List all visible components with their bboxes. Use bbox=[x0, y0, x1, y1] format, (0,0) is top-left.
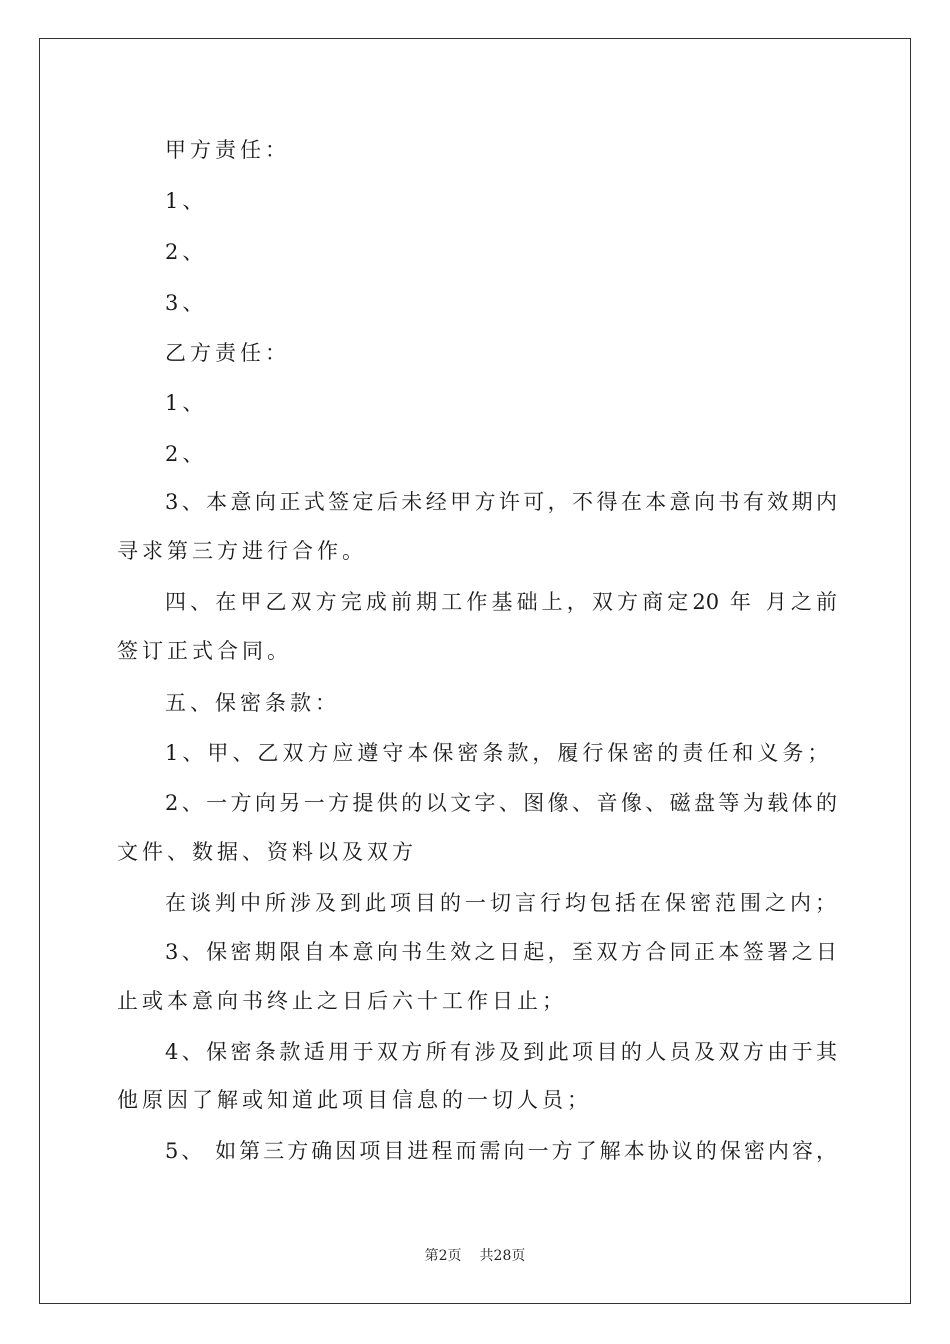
page-footer bbox=[0, 1247, 950, 1265]
paragraph-line: 文件、数据、资料以及双方 bbox=[117, 840, 417, 864]
paragraph-line: 1、 bbox=[165, 391, 208, 415]
paragraph-line: 1、 bbox=[165, 189, 208, 213]
paragraph-line: 3、 bbox=[165, 291, 208, 315]
page-number: 第2页 bbox=[424, 1248, 462, 1264]
paragraph-line: 2、 bbox=[165, 240, 208, 264]
paragraph-line: 在谈判中所涉及到此项目的一切言行均包括在保密范围之内； bbox=[165, 891, 840, 915]
paragraph-line: 他原因了解或知道此项目信息的一切人员； bbox=[117, 1088, 592, 1112]
paragraph-line: 寻求第三方进行合作。 bbox=[117, 539, 367, 563]
paragraph-line: 2、 bbox=[165, 442, 208, 466]
page-border bbox=[39, 38, 911, 1304]
paragraph-line: 3、保密期限自本意向书生效之日起，至双方合同正本签署之日 bbox=[165, 940, 837, 964]
paragraph-line: 甲方责任： bbox=[165, 138, 290, 162]
total-pages: 共28页 bbox=[479, 1248, 526, 1264]
paragraph-line: 五、保密条款： bbox=[165, 691, 340, 715]
paragraph-line: 4、保密条款适用于双方所有涉及到此项目的人员及双方由于其 bbox=[165, 1040, 837, 1064]
paragraph-line: 5、 如第三方确因项目进程而需向一方了解本协议的保密内容， bbox=[165, 1139, 837, 1163]
paragraph-line: 止或本意向书终止之日后六十工作日止； bbox=[117, 989, 567, 1013]
paragraph-line: 3、本意向正式签定后未经甲方许可，不得在本意向书有效期内 bbox=[165, 490, 837, 514]
paragraph-line: 四、在甲乙双方完成前期工作基础上，双方商定20 年 月之前 bbox=[165, 590, 837, 614]
paragraph-line: 乙方责任： bbox=[165, 341, 290, 365]
paragraph-line: 2、一方向另一方提供的以文字、图像、音像、磁盘等为载体的 bbox=[165, 791, 837, 815]
paragraph-line: 1、甲、乙双方应遵守本保密条款，履行保密的责任和义务； bbox=[165, 741, 833, 765]
paragraph-line: 签订正式合同。 bbox=[117, 639, 292, 663]
